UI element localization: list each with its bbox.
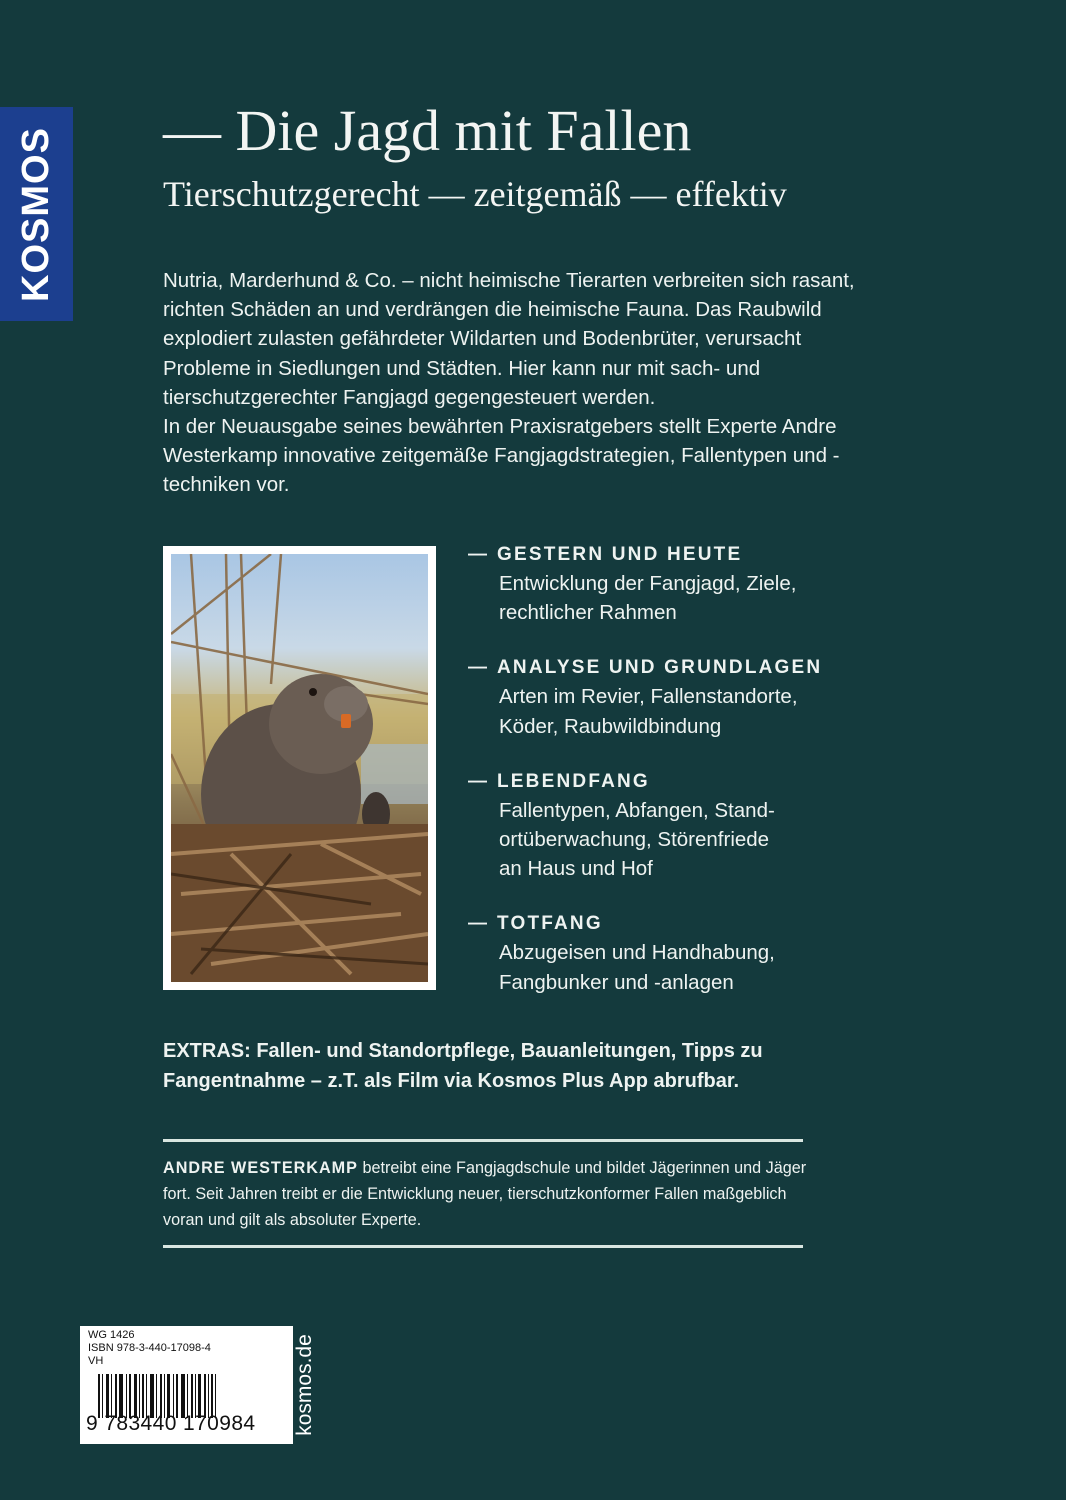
cover-photo-frame (163, 546, 436, 990)
dash-icon: — (468, 657, 487, 679)
chapter-item (468, 768, 868, 884)
chapter-desc-line: rechtlicher Rahmen (499, 601, 677, 625)
barcode-digits: 9 783440 170984 (86, 1412, 256, 1435)
chapter-item (468, 654, 868, 740)
barcode-label (80, 1326, 293, 1444)
blurb (163, 266, 863, 500)
extras-note: EXTRAS: Fallen- und Standortpflege, Bauanleitungen, Tipps zu Fangentnahme – z.T. als Film via Kosmos Plus App abrufbar. (163, 1040, 763, 1092)
chapter-item (468, 541, 868, 627)
website-label: kosmos.de (293, 1334, 317, 1436)
chapter-desc-line: ortüberwachung, Störenfriede (499, 828, 770, 852)
chapter-title: GESTERN UND HEUTE (497, 544, 743, 565)
blurb-paragraph-2: In der Neuausgabe seines bewährten Praxisratgebers stellt Experte Andre Westerkamp innovative zeitgemäße Fangjagdstrategien, Fallentypen und -techniken vor. (163, 415, 840, 497)
chapter-list (468, 541, 868, 1024)
chapter-item (468, 910, 868, 996)
nutria-photo (171, 554, 428, 982)
dash-icon: — (468, 544, 487, 565)
author-bio (163, 1155, 823, 1233)
chapter-desc-line: Fangbunker und -anlagen (499, 970, 734, 994)
divider-top (163, 1139, 803, 1142)
author-bio-text: betreibt eine Fangjagdschule und bildet Jägerinnen und Jäger fort. Seit Jahren treibt er die Entwicklung neuer, tierschutzkonformer Fallen maßgeblich voran und gilt als absoluter Experte. (163, 1159, 807, 1229)
chapter-desc-line: Fallentypen, Abfangen, Stand- (499, 798, 775, 822)
chapter-desc-line: Entwicklung der Fangjagd, Ziele, (499, 572, 797, 595)
kosmos-logo: KOSMOS (15, 126, 57, 302)
publisher-website (293, 1326, 317, 1444)
chapter-title: TOTFANG (497, 913, 603, 935)
chapter-title: ANALYSE UND GRUNDLAGEN (497, 657, 823, 679)
book-subtitle: Tierschutzgerecht — zeitgemäß — effektiv (163, 174, 787, 214)
dash-icon: — (468, 913, 487, 935)
book-title: — Die Jagd mit Fallen (163, 98, 692, 163)
isbn: ISBN 978-3-440-17098-4 (88, 1342, 211, 1354)
publisher-logo-bar (0, 107, 73, 321)
price-code: VH (88, 1355, 104, 1367)
chapter-desc-line: Arten im Revier, Fallenstandorte, (499, 685, 798, 709)
dash-icon: — (468, 770, 487, 792)
author-name: ANDRE WESTERKAMP (163, 1159, 358, 1177)
chapter-title: LEBENDFANG (497, 770, 650, 792)
chapter-desc-line: Abzugeisen und Handhabung, (499, 941, 775, 965)
blurb-paragraph: Nutria, Marderhund & Co. – nicht heimische Tierarten verbreiten sich rasant, richten Schäden an und verdrängen die heimische Fauna. Das Raubwild explodiert zulasten gefährdeter Wildarten und Bodenbrüter, verursacht Probleme in Siedlungen und Städten. Hier kann nur mit sach- und tierschutzgerechter Fangjagd gegengesteuert werden. (163, 269, 855, 409)
warengruppe: WG 1426 (88, 1329, 135, 1341)
divider-bottom (163, 1245, 803, 1248)
nutria-illustration-icon (171, 554, 428, 982)
chapter-desc-line: an Haus und Hof (499, 857, 653, 881)
chapter-desc-line: Köder, Raubwildbindung (499, 714, 722, 738)
